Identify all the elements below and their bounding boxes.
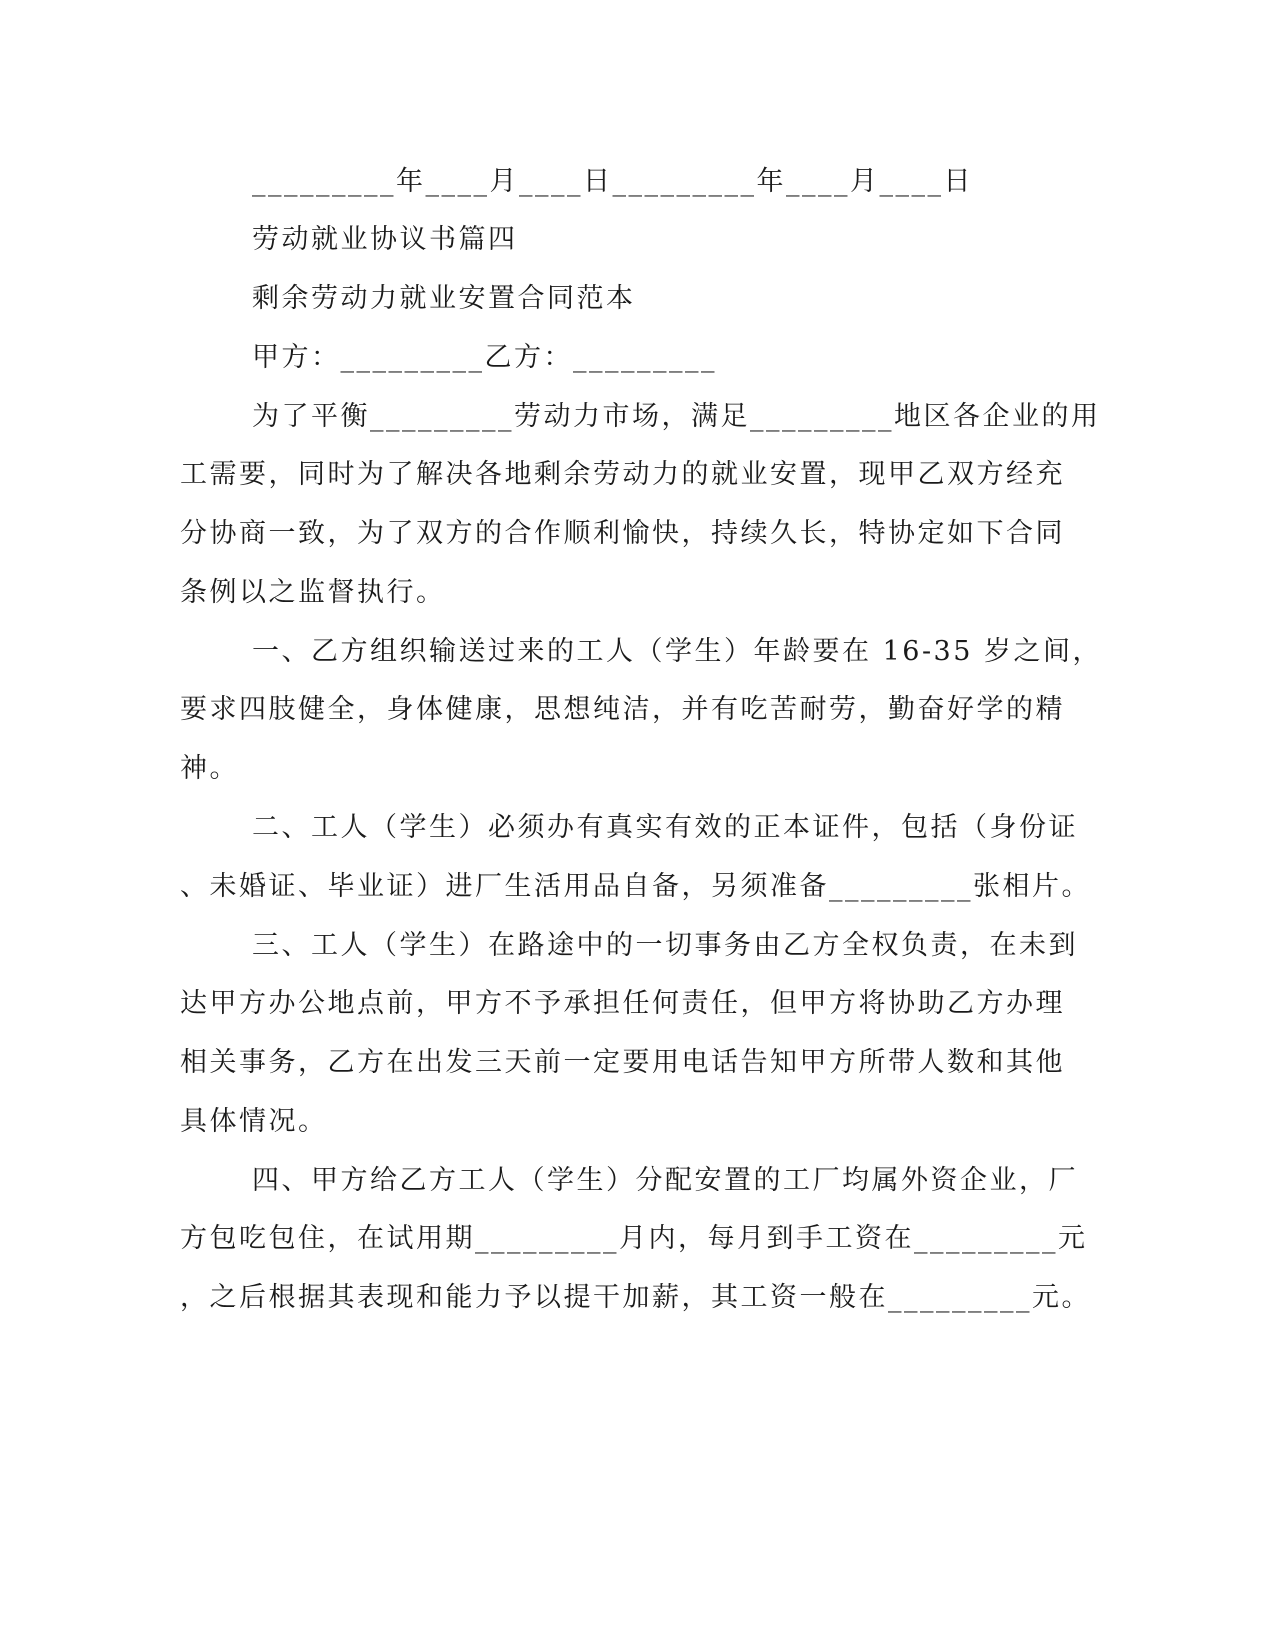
clause-3-line: 相关事务，乙方在出发三天前一定要用电话告知甲方所带人数和其他	[180, 1047, 1065, 1078]
clause-4-line: 四、甲方给乙方工人（学生）分配安置的工厂均属外资企业，厂	[252, 1165, 1078, 1196]
clause-3-line: 达甲方办公地点前，甲方不予承担任何责任，但甲方将协助乙方办理	[180, 988, 1065, 1019]
paragraph-line: 分协商一致，为了双方的合作顺利愉快，持续久长，特协定如下合同	[180, 518, 1065, 549]
clause-1-line: 一、乙方组织输送过来的工人（学生）年龄要在 16-35 岁之间，	[252, 636, 1102, 667]
clause-2-line: 二、工人（学生）必须办有真实有效的正本证件，包括（身份证	[252, 812, 1078, 843]
paragraph-line: 工需要，同时为了解决各地剩余劳动力的就业安置，现甲乙双方经充	[180, 459, 1065, 490]
date-signature-line: _________年____月____日_________年____月____日	[252, 166, 973, 197]
section-heading: 劳动就业协议书篇四	[252, 224, 518, 255]
clause-4-line: 方包吃包住，在试用期_________月内，每月到手工资在_________元	[180, 1223, 1088, 1254]
clause-1-line: 要求四肢健全，身体健康，思想纯洁，并有吃苦耐劳，勤奋好学的精	[180, 694, 1065, 725]
paragraph-line: 为了平衡_________劳动力市场，满足_________地区各企业的用	[252, 401, 1101, 432]
clause-3-line: 具体情况。	[180, 1106, 328, 1137]
parties-line: 甲方：_________乙方：_________	[252, 342, 717, 373]
contract-title: 剩余劳动力就业安置合同范本	[252, 283, 636, 314]
clause-1-line: 神。	[180, 753, 239, 784]
clause-2-line: 、未婚证、毕业证）进厂生活用品自备，另须准备_________张相片。	[180, 871, 1091, 902]
clause-3-line: 三、工人（学生）在路途中的一切事务由乙方全权负责，在未到	[252, 930, 1078, 961]
clause-4-line: ，之后根据其表现和能力予以提干加薪，其工资一般在_________元。	[180, 1282, 1091, 1313]
paragraph-line: 条例以之监督执行。	[180, 577, 446, 608]
